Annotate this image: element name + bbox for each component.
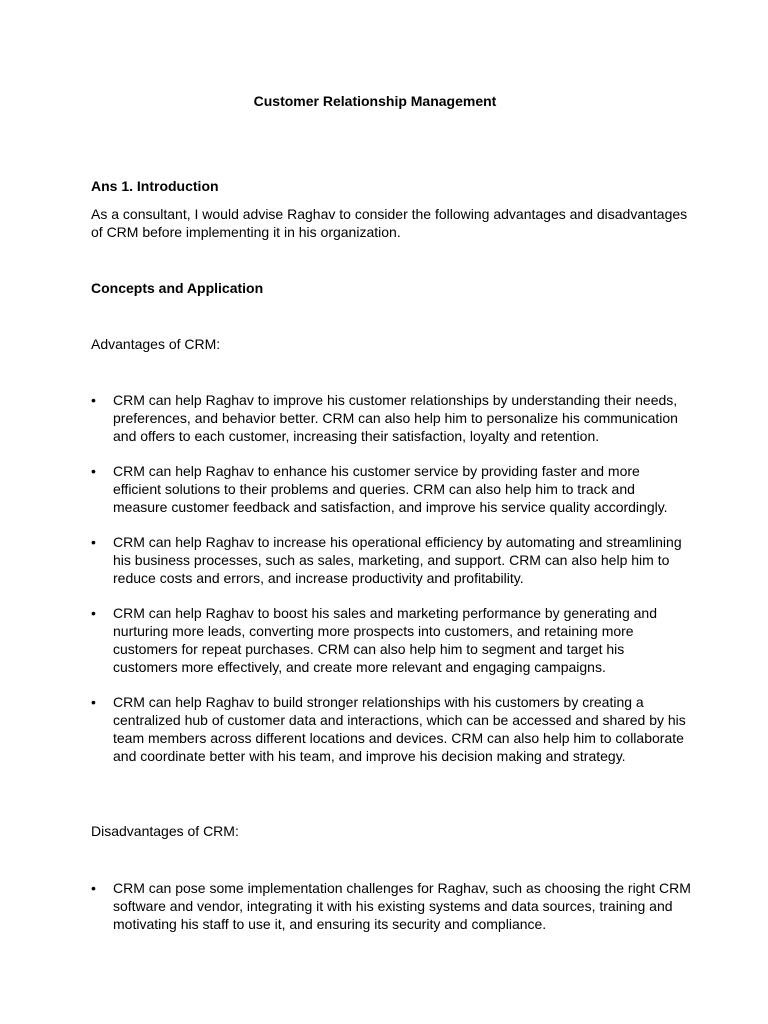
document-title: Customer Relationship Management	[253, 93, 497, 109]
list-item	[91, 879, 691, 933]
disadvantages-list	[91, 879, 691, 950]
list-item	[91, 533, 691, 587]
bullet-icon: •	[91, 880, 96, 896]
list-item	[91, 693, 691, 765]
intro-paragraph: As a consultant, I would advise Raghav to consider the following advantages and disadvantages of CRM before implementing it in his organization.	[91, 206, 688, 240]
list-item-text: CRM can help Raghav to build stronger relationships with his customers by creating a centralized hub of customer data and interactions, which can be accessed and shared by his team members across different locations and devices. CRM can also help him to collaborate and coordinate better with his team, and improve his decision making and strategy.	[113, 694, 686, 764]
disadvantages-label: Disadvantages of CRM:	[91, 823, 239, 839]
list-item-text: CRM can help Raghav to boost his sales and marketing performance by generating and nurturing more leads, converting more prospects into customers, and retaining more customers for repeat purchases. CRM can also help him to segment and target his customers more effectively, and create more relevant and engaging campaigns.	[113, 605, 657, 675]
list-item-text: CRM can help Raghav to increase his operational efficiency by automating and streamlining his business processes, such as sales, marketing, and support. CRM can also help him to reduce costs and errors, and increase productivity and profitability.	[113, 534, 682, 586]
bullet-icon: •	[91, 463, 96, 479]
bullet-icon: •	[91, 694, 96, 710]
bullet-icon: •	[91, 605, 96, 621]
list-item	[91, 604, 691, 676]
bullet-icon: •	[91, 392, 96, 408]
list-item-text: CRM can pose some implementation challenges for Raghav, such as choosing the right CRM software and vendor, integrating it with his existing systems and data sources, training and motivating his staff to use it, and ensuring its security and compliance.	[113, 880, 691, 932]
advantages-list	[91, 391, 691, 782]
section-heading-introduction: Ans 1. Introduction	[91, 178, 219, 194]
section-heading-concepts: Concepts and Application	[91, 280, 264, 296]
advantages-label: Advantages of CRM:	[91, 336, 221, 352]
list-item-text: CRM can help Raghav to enhance his customer service by providing faster and more efficient solutions to their problems and queries. CRM can also help him to track and measure customer feedback and satisfaction, and improve his service quality accordingly.	[113, 463, 668, 515]
list-item-text: CRM can help Raghav to improve his customer relationships by understanding their needs, preferences, and behavior better. CRM can also help him to personalize his communication and offers to each customer, increasing their satisfaction, loyalty and retention.	[113, 392, 678, 444]
list-item	[91, 391, 691, 445]
list-item	[91, 462, 691, 516]
bullet-icon: •	[91, 534, 96, 550]
